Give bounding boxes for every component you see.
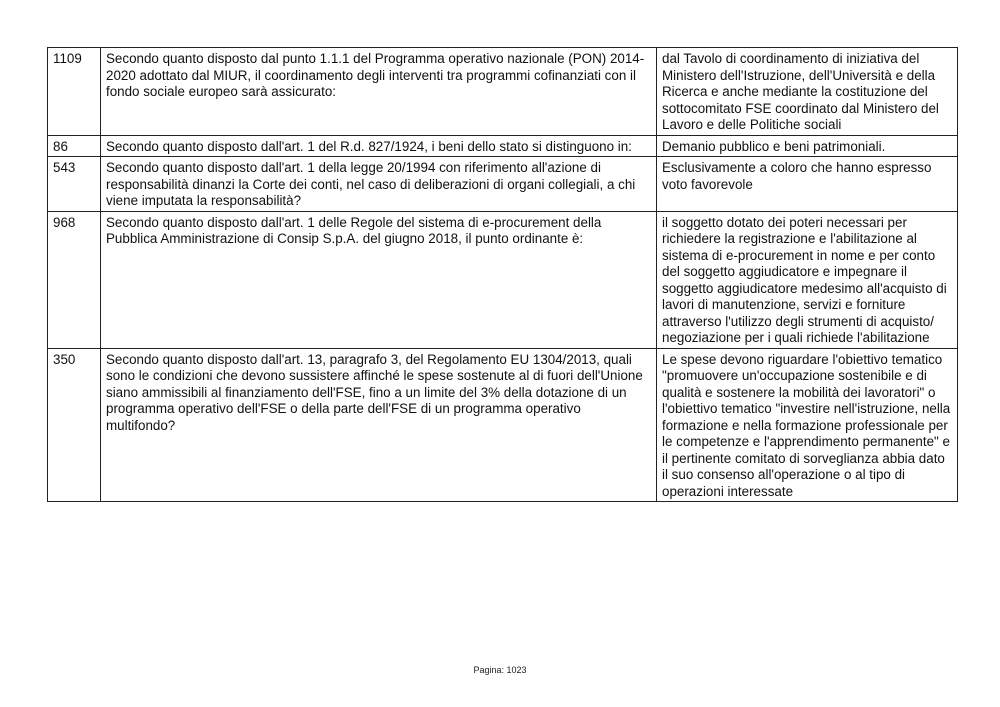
table-row <box>48 48 958 136</box>
question-table <box>47 47 958 502</box>
question-text: Secondo quanto disposto dall'art. 1 delle Regole del sistema di e-procurement della Pubblica Amministrazione di Consip S.p.A. del giugno 2018, il punto ordinante è: <box>101 211 657 348</box>
question-id: 1109 <box>48 48 101 136</box>
question-text: Secondo quanto disposto dall'art. 13, paragrafo 3, del Regolamento EU 1304/2013, quali sono le condizioni che devono sussistere affinché le spese sostenute al di fuori dell'Unione siano ammissibili al finanziamento dell'FSE, fino a un limite del 3% della dotazione di un programma operativo dell'FSE o della parte dell'FSE di un programma operativo multifondo? <box>101 348 657 502</box>
question-text: Secondo quanto disposto dall'art. 1 del R.d. 827/1924, i beni dello stato si distinguono in: <box>101 135 657 157</box>
answer-text: il soggetto dotato dei poteri necessari per richiedere la registrazione e l'abilitazione al sistema di e-procurement in nome e per conto del soggetto aggiudicatore e impegnare il soggetto aggiudicatore medesimo all'acquisto di lavori di manutenzione, servizi e forniture attraverso l'utilizzo degli strumenti di acquisto/ negoziazione per i quali richiede l'abilitazione <box>657 211 958 348</box>
question-id: 543 <box>48 157 101 212</box>
answer-text: Esclusivamente a coloro che hanno espresso voto favorevole <box>657 157 958 212</box>
page-number: Pagina: 1023 <box>473 665 527 675</box>
answer-text: Le spese devono riguardare l'obiettivo tematico "promuovere un'occupazione sostenibile e di qualità e sostenere la mobilità dei lavoratori" o l'obiettivo tematico "investire nell'istruzione, nella formazione e nella formazione professionale per le competenze e l'apprendimento permanente" e il pertinente comitato di sorveglianza abbia dato il suo consenso all'operazione o al tipo di operazioni interessate <box>657 348 958 502</box>
table-row <box>48 135 958 157</box>
table-row <box>48 348 958 502</box>
question-id: 86 <box>48 135 101 157</box>
question-text: Secondo quanto disposto dall'art. 1 della legge 20/1994 con riferimento all'azione di responsabilità dinanzi la Corte dei conti, nel caso di deliberazioni di organi collegiali, a chi viene imputata la responsabilità? <box>101 157 657 212</box>
question-id: 968 <box>48 211 101 348</box>
answer-text: Demanio pubblico e beni patrimoniali. <box>657 135 958 157</box>
question-text: Secondo quanto disposto dal punto 1.1.1 del Programma operativo nazionale (PON) 2014-2020 adottato dal MIUR, il coordinamento degli interventi tra programmi cofinanziati con il fondo sociale europeo sarà assicurato: <box>101 48 657 136</box>
answer-text: dal Tavolo di coordinamento di iniziativa del Ministero dell'Istruzione, dell'Università e della Ricerca e anche mediante la costituzione del sottocomitato FSE coordinato dal Ministero del Lavoro e delle Politiche sociali <box>657 48 958 136</box>
table-row <box>48 211 958 348</box>
table-row <box>48 157 958 212</box>
question-id: 350 <box>48 348 101 502</box>
